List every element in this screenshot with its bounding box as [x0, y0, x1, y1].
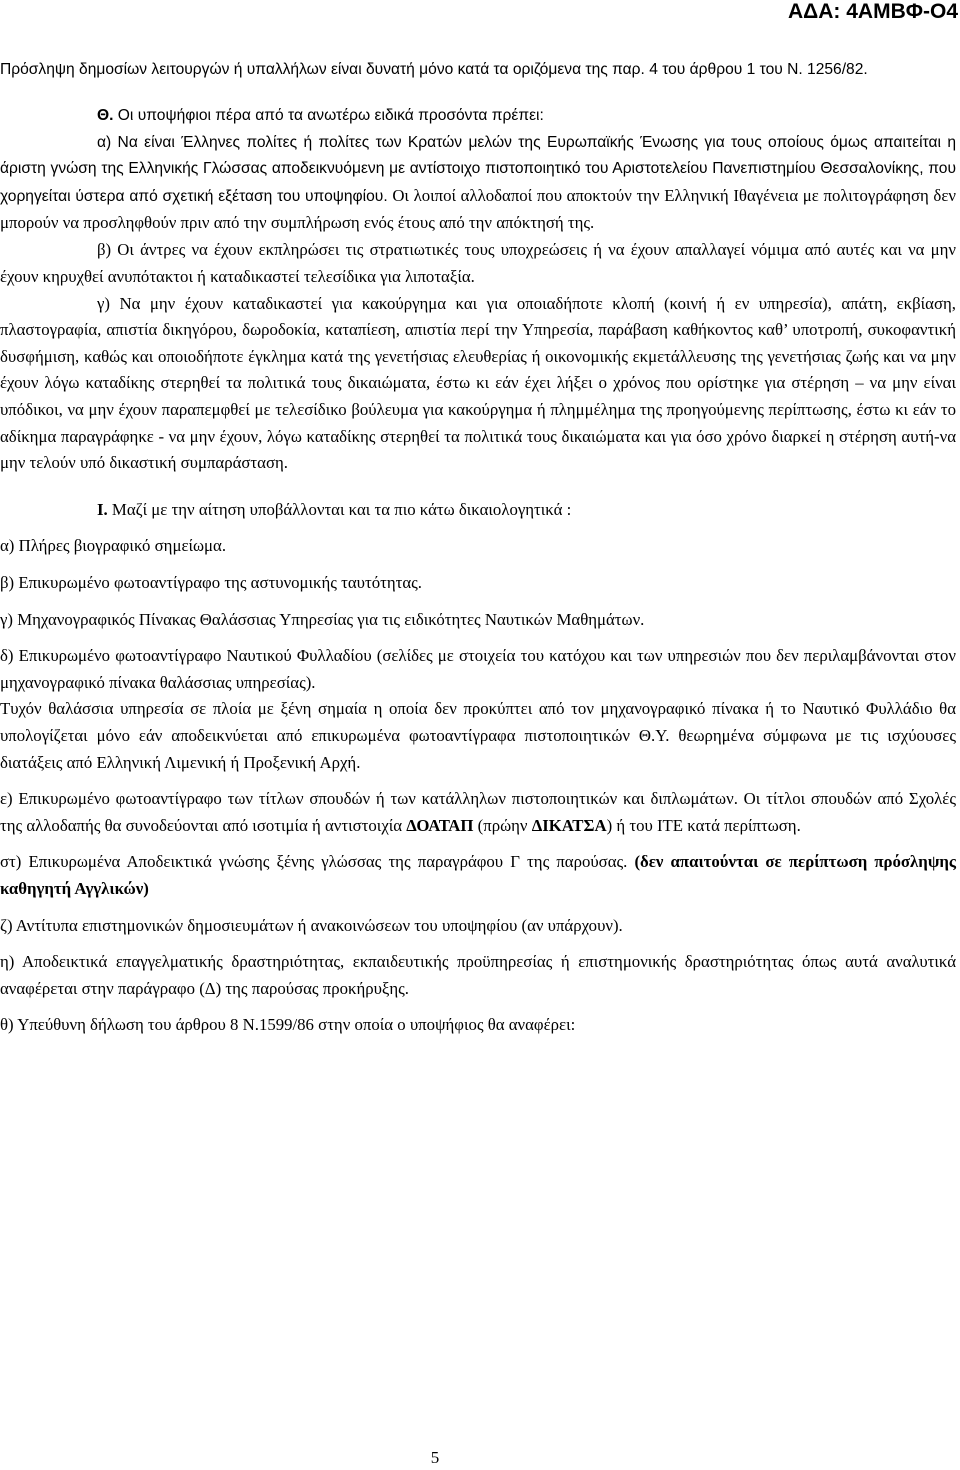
iota-item-st: στ) Επικυρωμένα Αποδεικτικά γνώσης ξένης γλώσσας της παραγράφου Γ της παρούσας. (δεν απαιτούνται σε περίπτωση πρόσληψης καθηγητή Αγγλικών) — [0, 852, 956, 898]
document-body — [0, 57, 956, 1039]
iota-item-th: θ) Υπεύθυνη δήλωση του άρθρου 8 Ν.1599/86 στην οποία ο υποψήφιος θα αναφέρει: — [0, 1015, 576, 1035]
iota-item-d-note: Τυχόν θαλάσσια υπηρεσία σε πλοία με ξένη σημαία η οποία δεν προκύπτει από τον μηχανογραφικό πίνακα ή το Ναυτικό Φυλλάδιο θα υπολογίζεται μόνο εάν αποδεικνύεται από επικυρωμένα φωτοαντίγραφα πιστοποιητικών Θ.Υ. θεωρημένα σύμφωνα με τις ισχύουσες διατάξεις από Ελληνική Λιμενική ή Προξενική Αρχή. — [0, 699, 956, 772]
document-code-header: ΑΔΑ: 4ΑΜΒΦ-Ο4 — [788, 0, 958, 23]
section-theta-marker: Θ. — [97, 107, 114, 125]
intro-paragraph: Πρόσληψη δημοσίων λειτουργών ή υπαλλήλων είναι δυνατή μόνο κατά τα οριζόμενα της παρ. 4 του άρθρου 1 του Ν. 1256/82. — [0, 61, 868, 78]
iota-item-c: γ) Μηχανογραφικός Πίνακας Θαλάσσιας Υπηρεσίας για τις ειδικότητες Ναυτικών Μαθημάτων. — [0, 609, 645, 629]
iota-item-b: β) Επικυρωμένο φωτοαντίγραφο της αστυνομικής ταυτότητας. — [0, 572, 423, 592]
section-theta-lead: Θ. Οι υποψήφιοι πέρα από τα ανωτέρω ειδικά προσόντα πρέπει: — [97, 107, 544, 125]
theta-item-a: α) Να είναι Έλληνες πολίτες ή πολίτες των Κρατών μελών της Ευρωπαϊκής Ένωσης για τους οποίους όμως απαιτείται η άριστη γνώση της Ελληνικής Γλώσσας αποδεικνυόμενη με αντίστοιχο πιστοποιητικό του Αριστοτελείου Πανεπιστημίου Θεσσαλονίκης, που χορηγείται ύστερα από σχετική εξέταση του υποψηφίου. Οι λοιποί αλλοδαποί που αποκτούν την Ελληνική Ιθαγένεια με πολιτογράφηση δεν μπορούν να προσληφθούν πριν από την συμπλήρωση ενός έτους από την απόκτησή της. — [0, 133, 956, 233]
section-iota-marker: Ι. — [97, 499, 108, 519]
theta-item-b: β) Οι άντρες να έχουν εκπληρώσει τις στρατιωτικές τους υποχρεώσεις ή να έχουν απαλλαγεί νόμιμα από αυτές και να μην έχουν κηρυχθεί ανυπότακτοι ή καταδικαστεί τελεσίδικα για λιποταξία. — [0, 240, 956, 287]
iota-item-h: η) Αποδεικτικά επαγγελματικής δραστηριότητας, εκπαιδευτικής προϋπηρεσίας ή επιστημονικής δραστηριότητας όπως αυτά αναλυτικά αναφέρεται στην παράγραφο (Δ) της παρούσας προκήρυξης. — [0, 952, 956, 998]
theta-item-c: γ) Να μην έχουν καταδικαστεί για κακούργημα και για οποιαδήποτε κλοπή (κοινή ή εν υπηρεσία), απάτη, εκβίαση, πλαστογραφία, απιστία δικηγόρου, δωροδοκία, καταπίεση, απιστία περί την Υπηρεσία, παράβαση καθήκοντος καθ’ υποτροπή, συκοφαντική δυσφήμιση, καθώς και οποιοδήποτε έγκλημα κατά της γενετήσιας ελευθερίας ή οικονομικής εκμετάλλευσης της γενετήσιας ζωής και να μην έχουν λόγω καταδίκης στερηθεί τα πολιτικά τους δικαιώματα, έστω κι εάν έχει λήξει ο χρόνος που ορίστηκε για στέρηση – να μην είναι υπόδικοι, να μην έχουν παραπεμφθεί με τελεσίδικο βούλευμα για κακούργημα ή πλημμέλημα της προηγούμενης περίπτωσης, έστω κι εάν το αδίκημα παραγράφηκε - να μην έχουν, λόγω καταδίκης στερηθεί τα πολιτικά τους δικαιώματα και για όσο χρόνο διαρκεί η στέρηση αυτή-να μην τελούν υπό δικαστική συμπαράσταση. — [0, 293, 956, 473]
iota-item-a: α) Πλήρες βιογραφικό σημείωμα. — [0, 536, 227, 556]
iota-item-e: ε) Επικυρωμένο φωτοαντίγραφο των τίτλων σπουδών ή των κατάλληλων πιστοποιητικών και διπλωμάτων. Οι τίτλοι σπουδών από Σχολές της αλλοδαπής θα συνοδεύονται από ισοτιμία ή αντιστοιχία ΔΟΑΤΑΠ (πρώην ΔΙΚΑΤΣΑ) ή του ΙΤΕ κατά περίπτωση. — [0, 789, 956, 835]
section-iota-lead: Ι. Μαζί με την αίτηση υποβάλλονται και τα πιο κάτω δικαιολογητικά : — [97, 499, 572, 519]
iota-item-d: δ) Επικυρωμένο φωτοαντίγραφο Ναυτικού Φυλλαδίου (σελίδες με στοιχεία του κατόχου και των υπηρεσιών που δεν περιλαμβάνονται στον μηχανογραφικό πίνακα θαλάσσιας υπηρεσίας). — [0, 646, 956, 692]
iota-item-z: ζ) Αντίτυπα επιστημονικών δημοσιευμάτων ή ανακοινώσεων του υποψηφίου (αν υπάρχουν). — [0, 915, 623, 935]
page-number: 5 — [430, 1448, 440, 1467]
